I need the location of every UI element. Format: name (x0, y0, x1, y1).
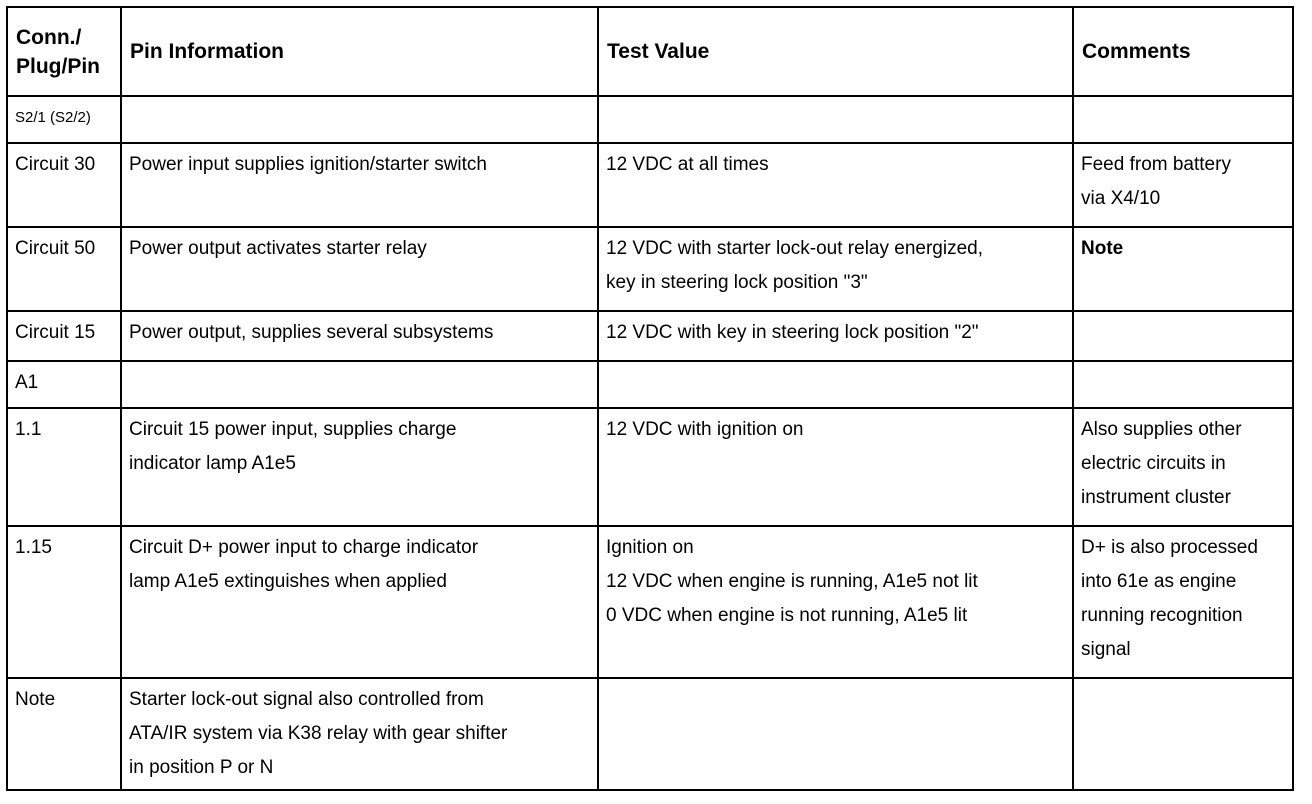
pin-info-line: Starter lock-out signal also controlled from (129, 689, 484, 710)
table-row (7, 96, 1293, 143)
pin-info-line: ATA/IR system via K38 relay with gear shifter (129, 723, 508, 744)
test-value-cell (598, 678, 1073, 790)
table-row (7, 311, 1293, 361)
test-value-line: key in steering lock position "3" (606, 272, 868, 293)
test-value-line: 12 VDC with key in steering lock position "2" (606, 322, 979, 343)
comments-line: Also supplies other (1081, 419, 1242, 440)
header-comments: Comments (1073, 7, 1293, 96)
comments-cell (1073, 408, 1293, 526)
pin-information-table (6, 6, 1294, 791)
pin-info-cell (121, 311, 598, 361)
pin-info-cell (121, 96, 598, 143)
pin-info-line: Circuit D+ power input to charge indicator (129, 537, 479, 558)
table-row (7, 361, 1293, 408)
pin-info-cell (121, 526, 598, 678)
conn-cell: Circuit 30 (7, 143, 121, 227)
test-value-line: Ignition on (606, 537, 694, 558)
comments-line: signal (1081, 639, 1131, 660)
table-row (7, 143, 1293, 227)
conn-cell: Circuit 15 (7, 311, 121, 361)
comments-line: D+ is also processed (1081, 537, 1258, 558)
test-value-cell (598, 143, 1073, 227)
pin-info-cell (121, 143, 598, 227)
pin-info-line: Power output, supplies several subsystems (129, 322, 494, 343)
test-value-cell (598, 526, 1073, 678)
conn-cell: 1.15 (7, 526, 121, 678)
header-conn-line-2: Plug/Pin (16, 54, 100, 78)
comments-cell (1073, 227, 1293, 311)
test-value-line: 0 VDC when engine is not running, A1e5 lit (606, 605, 968, 626)
table-row (7, 678, 1293, 790)
header-pin-information: Pin Information (121, 7, 598, 96)
test-value-cell (598, 361, 1073, 408)
pin-info-line: indicator lamp A1e5 (129, 453, 296, 474)
conn-cell: 1.1 (7, 408, 121, 526)
test-value-cell (598, 227, 1073, 311)
test-value-line: 12 VDC with ignition on (606, 419, 804, 440)
comments-cell (1073, 311, 1293, 361)
pin-info-line: Circuit 15 power input, supplies charge (129, 419, 457, 440)
test-value-line: 12 VDC with starter lock-out relay energized, (606, 238, 983, 259)
pin-info-line: in position P or N (129, 757, 274, 778)
comments-cell (1073, 526, 1293, 678)
pin-info-cell (121, 678, 598, 790)
pin-info-line: Power input supplies ignition/starter switch (129, 154, 488, 175)
conn-cell: Note (7, 678, 121, 790)
comments-cell (1073, 361, 1293, 408)
header-conn-plug-pin (7, 7, 121, 96)
note-label: Note (1081, 238, 1124, 259)
pin-info-line: lamp A1e5 extinguishes when applied (129, 571, 447, 592)
comments-line: into 61e as engine (1081, 571, 1237, 592)
test-value-cell (598, 96, 1073, 143)
comments-cell (1073, 678, 1293, 790)
table-row (7, 526, 1293, 678)
test-value-line: 12 VDC at all times (606, 154, 769, 175)
header-conn-line-1: Conn./ (16, 25, 82, 49)
test-value-cell (598, 311, 1073, 361)
pin-info-cell (121, 408, 598, 526)
comments-cell (1073, 143, 1293, 227)
test-value-cell (598, 408, 1073, 526)
table-row (7, 408, 1293, 526)
comments-cell (1073, 96, 1293, 143)
table-header-row (7, 7, 1293, 96)
comments-line: running recognition (1081, 605, 1243, 626)
header-test-value: Test Value (598, 7, 1073, 96)
pin-info-cell (121, 227, 598, 311)
pin-info-cell (121, 361, 598, 408)
pin-info-line: Power output activates starter relay (129, 238, 427, 259)
comments-line: via X4/10 (1081, 188, 1161, 209)
conn-cell: S2/1 (S2/2) (7, 96, 121, 143)
comments-line: Feed from battery (1081, 154, 1231, 175)
conn-cell: A1 (7, 361, 121, 408)
comments-line: electric circuits in (1081, 453, 1226, 474)
table-row (7, 227, 1293, 311)
conn-cell: Circuit 50 (7, 227, 121, 311)
test-value-line: 12 VDC when engine is running, A1e5 not lit (606, 571, 978, 592)
comments-line: instrument cluster (1081, 487, 1231, 508)
